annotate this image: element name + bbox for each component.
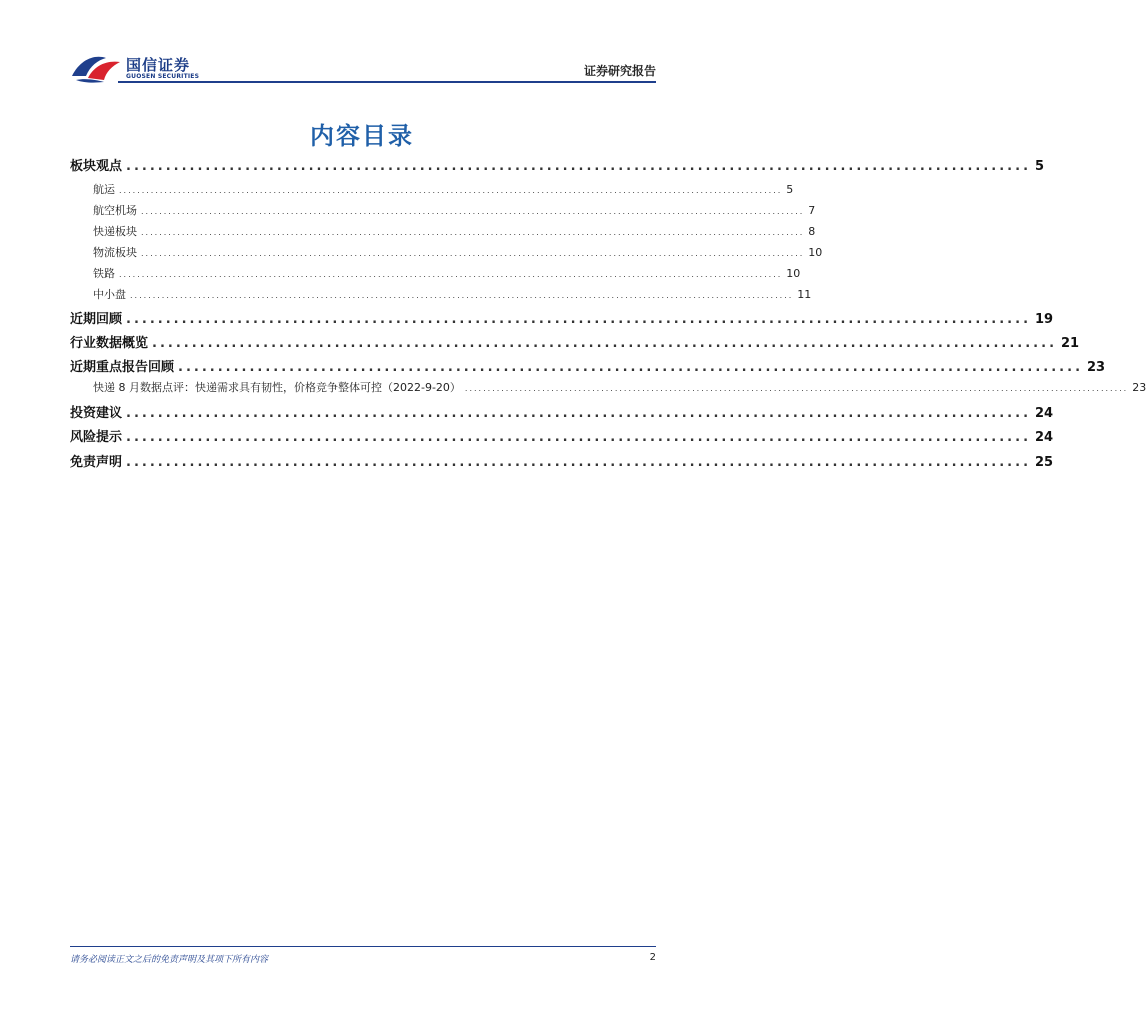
toc-entry[interactable] [70,155,1045,174]
logo-chinese-name: 国信证券 [126,56,191,74]
toc-entry[interactable] [70,451,1054,470]
toc-entry-label: 快递板块 [93,225,137,238]
toc-leader-dots: .................................................................................................................................................. [141,249,805,258]
toc-entry[interactable] [70,356,1106,375]
toc-leader-dots: .................................................................................................................................................. [119,270,783,279]
toc-leader-dots: .................................................................................................................. [126,430,1032,445]
logo-english-name: GUOSEN SECURITIES [126,73,200,80]
toc-entry-page: 23 [1087,360,1106,375]
guosen-logo-icon [70,50,122,84]
toc-entry-page: 24 [1035,430,1054,445]
toc-leader-dots: .................................................................................................................................................. [141,207,805,216]
toc-entry-page: 5 [1035,159,1045,174]
toc-title: 内容目录 [310,122,414,150]
header-divider [118,81,656,83]
toc-leader-dots: .................................................................................................................................................. [130,291,794,300]
toc-leader-dots: .................................................................................................................................................. [464,384,1129,393]
page-number: 2 [649,952,656,963]
toc-leader-dots: .................................................................................................................. [126,312,1032,327]
toc-entry[interactable] [70,402,1054,421]
toc-leader-dots: .................................................................................................................................................. [141,228,805,237]
toc-entry-page: 25 [1035,455,1054,470]
toc-entry-label: 免责声明 [70,455,123,470]
footer-disclaimer: 请务必阅读正文之后的免责声明及其项下所有内容 [70,955,269,965]
toc-entry-page: 21 [1061,336,1080,351]
toc-entry-page: 10 [808,246,823,259]
toc-entry-label: 近期重点报告回顾 [70,360,175,375]
toc-entry-label: 板块观点 [70,159,123,174]
toc-entry[interactable] [70,308,1054,327]
toc-entry-label: 近期回顾 [70,312,123,327]
report-type-label: 证券研究报告 [583,64,656,78]
toc-entry-page: 5 [786,183,794,196]
toc-entry-label: 风险提示 [70,430,123,445]
toc-entry-page: 24 [1035,406,1054,421]
toc-entry[interactable] [70,265,801,281]
toc-entry-label: 行业数据概览 [70,336,149,351]
toc-entry[interactable] [70,426,1054,445]
toc-entry-page: 10 [786,267,801,280]
toc-leader-dots: .................................................................................................................. [126,159,1032,174]
toc-entry[interactable] [70,379,1146,395]
toc-entry-page: 7 [808,204,816,217]
toc-entry-label: 航运 [93,183,115,196]
toc-entry-label: 物流板块 [93,246,137,259]
toc-entry[interactable] [70,286,812,302]
footer-divider [70,946,656,947]
toc-leader-dots: .................................................................................................................. [126,406,1032,421]
toc-entry-label: 快递 8 月数据点评：快递需求具有韧性，价格竞争整体可控（2022-9-20） [93,381,461,394]
toc-entry[interactable] [70,223,816,239]
toc-entry-label: 铁路 [93,267,115,280]
toc-entry-label: 中小盘 [93,288,126,301]
toc-entry[interactable] [70,332,1080,351]
page-header [0,0,724,90]
toc-entry-label: 投资建议 [70,406,123,421]
toc-leader-dots: .................................................................................................................. [152,336,1058,351]
toc-leader-dots: .................................................................................................................................................. [119,186,783,195]
toc-leader-dots: .................................................................................................................. [178,360,1084,375]
toc-leader-dots: .................................................................................................................. [126,455,1032,470]
toc-entry[interactable] [70,202,816,218]
toc-entry-page: 8 [808,225,816,238]
toc-entry-page: 11 [797,288,812,301]
toc-entry-page: 19 [1035,312,1054,327]
toc-entry-label: 航空机场 [93,204,137,217]
guosen-logo [70,50,210,84]
toc-entry[interactable] [70,244,823,260]
toc-entry[interactable] [70,181,794,197]
toc-entry-page: 23 [1132,381,1146,394]
